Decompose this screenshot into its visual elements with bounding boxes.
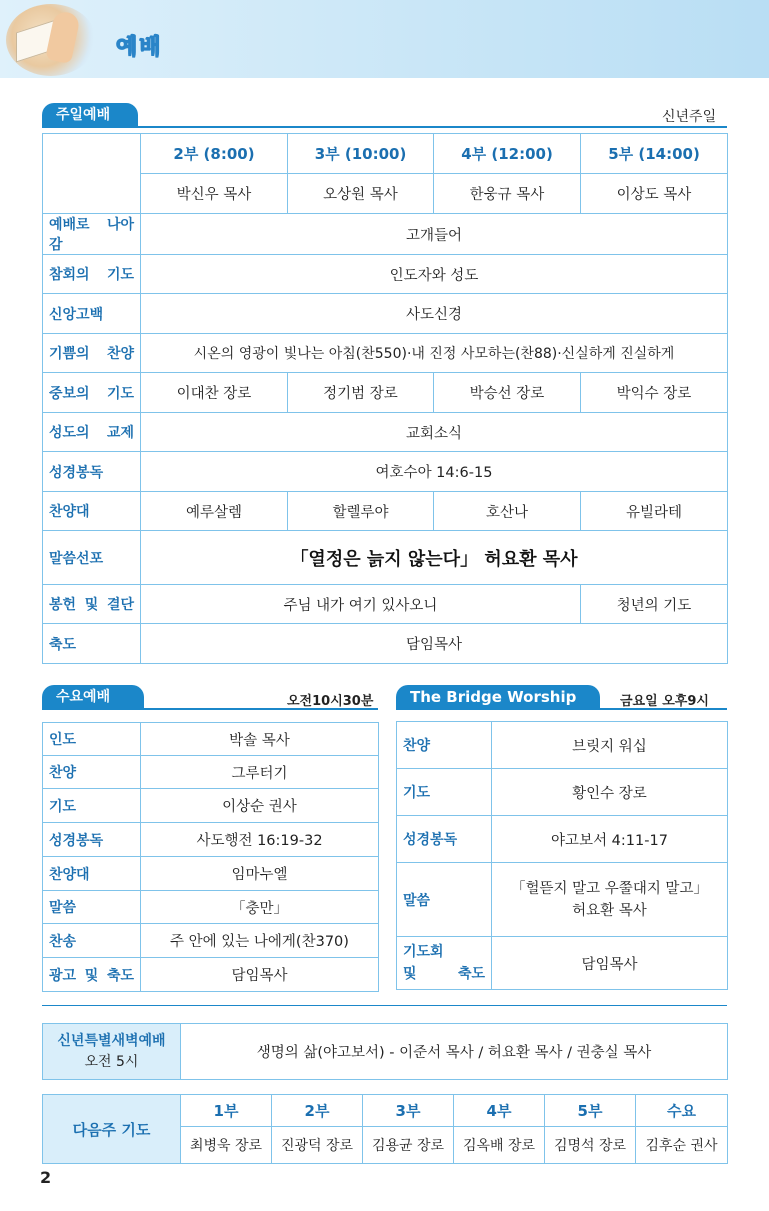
corner-cell	[43, 134, 141, 214]
sermon-title: 「헐뜯지 말고 우쭐대지 말고」	[511, 880, 708, 897]
prayer-name: 김옥배 장로	[454, 1127, 545, 1164]
row-label: 찬송	[43, 924, 141, 958]
pastor-cell: 이상도 목사	[581, 174, 728, 214]
wednesday-worship-tab: 수요예배	[42, 685, 144, 709]
choir-cell: 호산나	[434, 492, 581, 531]
column-header: 5부 (14:00)	[581, 134, 728, 174]
row-label: 찬양대	[43, 857, 141, 891]
service-header: 3부	[363, 1095, 454, 1127]
row-value: 황인수 장로	[492, 769, 728, 816]
row-label: 말씀	[397, 863, 492, 937]
row-label: 성경봉독	[397, 816, 492, 863]
next-prayer-label: 다음주 기도	[43, 1095, 181, 1164]
sunday-worship-table	[42, 133, 728, 664]
section-divider	[42, 1005, 727, 1006]
column-header: 4부 (12:00)	[434, 134, 581, 174]
row-label: 신앙고백	[43, 294, 141, 334]
bible-prayer-icon	[6, 4, 96, 76]
intercessor-cell: 이대찬 장로	[141, 373, 288, 413]
row-value: 담임목사	[141, 624, 728, 664]
row-label-line: 기도회	[403, 944, 444, 960]
sermon-preacher: 허요환 목사	[572, 902, 647, 919]
dawn-label	[43, 1024, 181, 1080]
intercessor-cell: 박익수 장로	[581, 373, 728, 413]
row-label: 찬양	[43, 756, 141, 789]
service-header: 4부	[454, 1095, 545, 1127]
pastor-cell: 박신우 목사	[141, 174, 288, 214]
row-value: 이상순 권사	[141, 789, 379, 823]
row-value: 사도행전 16:19-32	[141, 823, 379, 857]
next-prayer-table	[42, 1094, 728, 1164]
row-label: 말씀	[43, 891, 141, 924]
row-label: 말씀선포	[43, 531, 141, 585]
pastor-cell: 오상원 목사	[288, 174, 434, 214]
row-value: 담임목사	[141, 958, 379, 992]
column-header: 3부 (10:00)	[288, 134, 434, 174]
sunday-worship-tab: 주일예배	[42, 103, 138, 127]
row-label	[397, 937, 492, 990]
page-number: 2	[40, 1168, 52, 1187]
row-label: 중보의 기도	[43, 373, 141, 413]
row-value: 인도자와 성도	[141, 255, 728, 294]
row-label: 찬양대	[43, 492, 141, 531]
row-value	[492, 863, 728, 937]
sermon-value: 「열정은 늙지 않는다」 허요환 목사	[141, 531, 728, 585]
dawn-worship-table	[42, 1023, 728, 1080]
choir-cell: 유빌라테	[581, 492, 728, 531]
row-label: 성경봉독	[43, 452, 141, 492]
prayer-name: 김용균 장로	[363, 1127, 454, 1164]
row-label: 광고 및 축도	[43, 958, 141, 992]
page-title: 예배	[116, 35, 163, 60]
row-value: 고개들어	[141, 214, 728, 255]
prayer-name: 진광덕 장로	[272, 1127, 363, 1164]
row-value: 박솔 목사	[141, 723, 379, 756]
row-value: 시온의 영광이 빛나는 아침(찬550)·내 진정 사모하는(찬88)·신실하게 진실하게	[141, 334, 728, 373]
sunday-section-line	[42, 126, 727, 128]
choir-cell: 할렐루야	[288, 492, 434, 531]
service-header: 2부	[272, 1095, 363, 1127]
column-header: 2부 (8:00)	[141, 134, 288, 174]
row-label: 찬양	[397, 722, 492, 769]
row-value: 그루터기	[141, 756, 379, 789]
wednesday-worship-table	[42, 722, 379, 992]
row-value: 사도신경	[141, 294, 728, 334]
bridge-worship-table	[396, 721, 728, 990]
row-label: 성도의 교제	[43, 413, 141, 452]
dawn-value: 생명의 삶(야고보서) - 이준서 목사 / 허요환 목사 / 권충실 목사	[181, 1024, 728, 1080]
service-header: 수요	[636, 1095, 728, 1127]
choir-cell: 예루살렘	[141, 492, 288, 531]
row-label: 봉헌 및 결단	[43, 585, 141, 624]
intercessor-cell: 정기범 장로	[288, 373, 434, 413]
row-label: 참회의 기도	[43, 255, 141, 294]
row-value: 브릿지 워십	[492, 722, 728, 769]
pastor-cell: 한웅규 목사	[434, 174, 581, 214]
row-label: 예배로 나아감	[43, 214, 141, 255]
bridge-time: 금요일 오후9시	[620, 694, 709, 709]
intercessor-cell: 박승선 장로	[434, 373, 581, 413]
sunday-subtitle: 신년주일	[662, 109, 717, 125]
row-value: 담임목사	[492, 937, 728, 990]
row-value: 여호수아 14:6-15	[141, 452, 728, 492]
row-label: 성경봉독	[43, 823, 141, 857]
bridge-worship-tab: The Bridge Worship	[396, 685, 600, 709]
prayer-name: 최병욱 장로	[181, 1127, 272, 1164]
row-label: 기도	[397, 769, 492, 816]
row-label: 인도	[43, 723, 141, 756]
row-value: 주 안에 있는 나에게(찬370)	[141, 924, 379, 958]
prayer-name: 김명석 장로	[545, 1127, 636, 1164]
row-label: 기쁨의 찬양	[43, 334, 141, 373]
dawn-time: 오전 5시	[84, 1053, 139, 1070]
service-header: 5부	[545, 1095, 636, 1127]
row-value: 청년의 기도	[581, 585, 728, 624]
row-label: 기도	[43, 789, 141, 823]
row-value: 교회소식	[141, 413, 728, 452]
prayer-name: 김후순 권사	[636, 1127, 728, 1164]
row-value: 야고보서 4:11-17	[492, 816, 728, 863]
dawn-title: 신년특별새벽예배	[57, 1032, 166, 1049]
row-value: 「충만」	[141, 891, 379, 924]
row-label: 축도	[43, 624, 141, 664]
row-value: 주님 내가 여기 있사오니	[141, 585, 581, 624]
row-value: 임마누엘	[141, 857, 379, 891]
wednesday-time: 오전10시30분	[287, 694, 374, 709]
row-label-line: 및 축도	[403, 966, 485, 982]
service-header: 1부	[181, 1095, 272, 1127]
page-header	[0, 0, 769, 78]
